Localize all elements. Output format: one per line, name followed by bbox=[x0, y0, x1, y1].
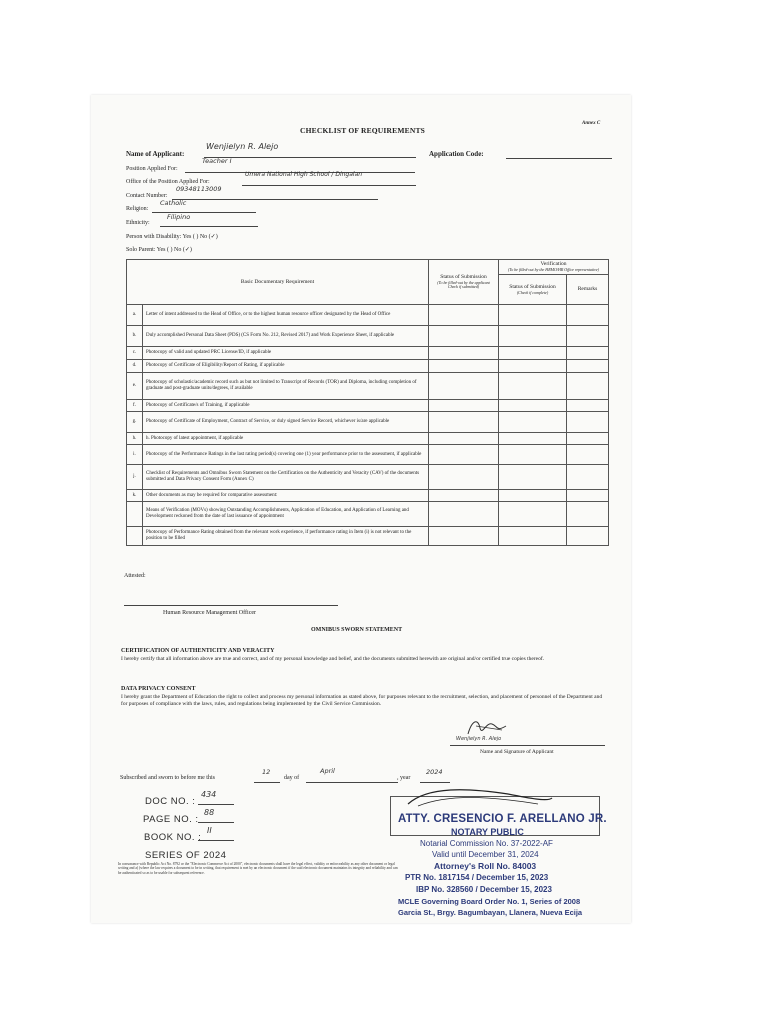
office-label: Office of the Position Applied For: bbox=[126, 179, 210, 185]
office-value: Umera National High School / Dingalan bbox=[245, 171, 363, 178]
verif-cell[interactable] bbox=[499, 433, 567, 445]
status-cell[interactable] bbox=[429, 400, 499, 412]
sworn-year-line bbox=[420, 782, 450, 783]
notary-roll: Attorney's Roll No. 84003 bbox=[434, 861, 537, 871]
notary-ibp: IBP No. 328560 / December 15, 2023 bbox=[416, 885, 552, 894]
col-header-verification-note: (To be filled-out by the HRMO/HR Office representative) bbox=[508, 267, 599, 272]
status-cell[interactable] bbox=[429, 373, 499, 400]
col-header-status bbox=[429, 260, 499, 305]
col-header-remarks: Remarks bbox=[567, 275, 609, 305]
notary-mcle: MCLE Governing Board Order No. 1, Series of 2008 bbox=[398, 897, 581, 906]
status-cell[interactable] bbox=[429, 412, 499, 433]
sworn-year-label: , year bbox=[397, 775, 411, 781]
remarks-cell[interactable] bbox=[567, 527, 609, 546]
status-cell[interactable] bbox=[429, 433, 499, 445]
book-no-line bbox=[198, 840, 234, 841]
annex-label: Annex C bbox=[582, 121, 601, 126]
table-row bbox=[127, 347, 609, 360]
religion-value: Catholic bbox=[160, 199, 187, 207]
remarks-cell[interactable] bbox=[567, 400, 609, 412]
hrmo-signature-line bbox=[124, 605, 338, 606]
verif-cell[interactable] bbox=[499, 400, 567, 412]
col-header-requirement: Basic Documentary Requirement bbox=[127, 260, 429, 305]
table-row bbox=[127, 490, 609, 502]
row-text: Checklist of Requirements and Omnibus Sworn Statement on the Certification on the Authenticity and Veracity (CAV) of the documents submitted and Data Privacy Consent Form (Annex C) bbox=[143, 465, 429, 490]
table-row bbox=[127, 360, 609, 373]
signature-printed-name: Wenjielyn R. Alejo bbox=[456, 736, 502, 742]
table-row bbox=[127, 305, 609, 326]
cav-heading: CERTIFICATION OF AUTHENTICITY AND VERACITY bbox=[121, 648, 275, 654]
row-letter: c. bbox=[127, 347, 143, 360]
page-no-line bbox=[198, 822, 234, 823]
footnote: In consonance with Republic Act No. 8792 or the "Electronic Commerce Act of 2000", electronic documents shall have the legal effect, validity or enforceability as any other document or legal writing and a) (where the law requires a document to be in writing, that requirement is met by an electronic document if the said electronic document maintains its integrity and reliability and can be authenticated so as to be usable for subsequent reference. bbox=[118, 862, 398, 875]
doc-no-value: 434 bbox=[201, 790, 217, 799]
row-letter: d. bbox=[127, 360, 143, 373]
status-cell[interactable] bbox=[429, 305, 499, 326]
row-letter: f. bbox=[127, 400, 143, 412]
notary-commission: Notarial Commission No. 37-2022-AF bbox=[420, 839, 553, 848]
cav-text: I hereby certify that all information above are true and correct, and of my personal knowledge and belief, and the documents submitted herewith are original and/or certified true copies thereof. bbox=[121, 656, 545, 662]
row-text: Other documents as may be required for comparative assessment: bbox=[143, 490, 429, 502]
sworn-day-label: day of bbox=[284, 775, 300, 781]
row-text: Photocopy of scholastic/academic record such as but not limited to Transcript of Records (TOR) and Diploma, including completion of graduate and post-graduate units/degrees, if available bbox=[143, 373, 429, 400]
verif-cell[interactable] bbox=[499, 527, 567, 546]
attested-label: Attested: bbox=[124, 573, 146, 579]
document-title: CHECKLIST OF REQUIREMENTS bbox=[300, 126, 426, 135]
applicant-name-value: Wenjielyn R. Alejo bbox=[206, 142, 279, 151]
row-text: Photocopy of valid and updated PRC License/ID, if applicable bbox=[143, 347, 429, 360]
verif-cell[interactable] bbox=[499, 412, 567, 433]
verif-cell[interactable] bbox=[499, 326, 567, 347]
row-letter: b. bbox=[127, 326, 143, 347]
solo-parent-label: Solo Parent: Yes ( ) No (✓) bbox=[126, 247, 192, 253]
remarks-cell[interactable] bbox=[567, 305, 609, 326]
remarks-cell[interactable] bbox=[567, 326, 609, 347]
sworn-day-line bbox=[254, 782, 280, 783]
col-header-status-title: Status of Submission bbox=[440, 274, 487, 281]
applicant-name-label: Name of Applicant: bbox=[126, 150, 185, 158]
row-text: Means of Verification (MOVs) showing Outstanding Accomplishments, Application of Education, and Application of Learning and Development reckoned from the date of last issuance of appointment bbox=[143, 502, 429, 527]
position-label: Position Applied For: bbox=[126, 166, 178, 172]
row-text: h. Photocopy of latest appointment, if applicable bbox=[143, 433, 429, 445]
signature-line bbox=[450, 745, 605, 746]
book-no-value: II bbox=[207, 826, 212, 835]
row-letter bbox=[127, 527, 143, 546]
remarks-cell[interactable] bbox=[567, 433, 609, 445]
verif-cell[interactable] bbox=[499, 490, 567, 502]
application-code-line bbox=[506, 158, 612, 159]
row-letter: h. bbox=[127, 433, 143, 445]
sworn-month-line bbox=[306, 782, 398, 783]
verif-cell[interactable] bbox=[499, 360, 567, 373]
table-row bbox=[127, 373, 609, 400]
table-row bbox=[127, 445, 609, 465]
row-text: Photocopy of Certificate of Employment, Contract of Service, or duly signed Service Record, whichever is/are applicable bbox=[143, 412, 429, 433]
row-letter: e. bbox=[127, 373, 143, 400]
omnibus-title: OMNIBUS SWORN STATEMENT bbox=[311, 627, 403, 633]
table-row bbox=[127, 527, 609, 546]
position-value: Teacher I bbox=[202, 157, 232, 165]
col-header-status-note: (To be filled-out by the applicant Check if submitted) bbox=[437, 279, 490, 290]
series-label: SERIES OF 2024 bbox=[145, 850, 227, 861]
row-letter: j. bbox=[127, 465, 143, 490]
page-no-value: 88 bbox=[204, 808, 215, 817]
remarks-cell[interactable] bbox=[567, 465, 609, 490]
remarks-cell[interactable] bbox=[567, 373, 609, 400]
pwd-label: Person with Disability: Yes ( ) No (✓) bbox=[126, 234, 218, 240]
table-row bbox=[127, 502, 609, 527]
notary-address: Garcia St., Brgy. Bagumbayan, Llanera, Nueva Ecija bbox=[398, 908, 583, 917]
sworn-prefix: Subscribed and sworn to before me this bbox=[120, 775, 215, 781]
remarks-cell[interactable] bbox=[567, 490, 609, 502]
verif-cell[interactable] bbox=[499, 465, 567, 490]
row-letter: i. bbox=[127, 445, 143, 465]
col-header-verif-status bbox=[499, 275, 567, 305]
table-row bbox=[127, 400, 609, 412]
col-header-verification-title: Verification bbox=[540, 261, 567, 268]
remarks-cell[interactable] bbox=[567, 347, 609, 360]
applicant-name-line bbox=[204, 157, 416, 158]
remarks-cell[interactable] bbox=[567, 360, 609, 373]
row-text: Letter of intent addressed to the Head of Office, or to the highest human resource officer designated by the Head of Office bbox=[143, 305, 429, 326]
row-text: Duly accomplished Personal Data Sheet (PDS) (CS Form No. 212, Revised 2017) and Work Experience Sheet, if applicable bbox=[143, 326, 429, 347]
religion-label: Religion: bbox=[126, 206, 149, 212]
status-cell[interactable] bbox=[429, 502, 499, 527]
ethnicity-label: Ethnicity: bbox=[126, 220, 150, 226]
row-text: Photocopy of Performance Rating obtained from the relevant work experience, if performance rating in Item (i) is not relevant to the position to be filled bbox=[143, 527, 429, 546]
remarks-cell[interactable] bbox=[567, 445, 609, 465]
verif-cell[interactable] bbox=[499, 445, 567, 465]
sworn-year-value: 2024 bbox=[426, 768, 443, 776]
status-cell[interactable] bbox=[429, 360, 499, 373]
notary-ptr: PTR No. 1817154 / December 15, 2023 bbox=[405, 873, 549, 882]
notary-name: ATTY. CRESENCIO F. ARELLANO JR. bbox=[398, 813, 607, 825]
col-header-verif-status-title: Status of Submission bbox=[509, 283, 556, 290]
row-text: Photocopy of Certificate of Eligibility/Report of Rating, if applicable bbox=[143, 360, 429, 373]
status-cell[interactable] bbox=[429, 445, 499, 465]
row-letter: g. bbox=[127, 412, 143, 433]
table-row bbox=[127, 433, 609, 445]
office-line bbox=[242, 185, 416, 186]
sworn-day-value: 12 bbox=[262, 768, 271, 776]
requirements-table bbox=[126, 259, 609, 546]
doc-no-label: DOC NO. : bbox=[145, 796, 196, 807]
privacy-heading: DATA PRIVACY CONSENT bbox=[121, 686, 196, 692]
table-row bbox=[127, 326, 609, 347]
notary-signature bbox=[398, 784, 558, 814]
verif-cell[interactable] bbox=[499, 305, 567, 326]
col-header-verif-status-note: (Check if complete) bbox=[516, 289, 549, 295]
table-row bbox=[127, 465, 609, 490]
notary-validity: Valid until December 31, 2024 bbox=[432, 850, 539, 859]
status-cell[interactable] bbox=[429, 465, 499, 490]
verif-cell[interactable] bbox=[499, 347, 567, 360]
application-code-label: Application Code: bbox=[429, 150, 484, 158]
status-cell[interactable] bbox=[429, 326, 499, 347]
privacy-text: I hereby grant the Department of Education the right to collect and process my personal information as stated above, for purposes relevant to the recruitment, selection, and placement of personnel of the Department and for purposes of compliance with the laws, rules, and regulations being implemented by the Civil Service Commission. bbox=[121, 694, 603, 708]
verif-cell[interactable] bbox=[499, 502, 567, 527]
ethnicity-value: Filipino bbox=[167, 213, 191, 221]
table-row bbox=[127, 412, 609, 433]
remarks-cell[interactable] bbox=[567, 502, 609, 527]
contact-label: Contact Number: bbox=[126, 193, 168, 199]
notary-title: NOTARY PUBLIC bbox=[451, 827, 524, 837]
remarks-cell[interactable] bbox=[567, 412, 609, 433]
row-text: Photocopy of the Performance Ratings in the last rating period(s) covering one (1) year performance prior to the assessment, if applicable bbox=[143, 445, 429, 465]
status-cell[interactable] bbox=[429, 347, 499, 360]
ethnicity-line bbox=[160, 226, 258, 227]
row-text: Photocopy of Certificate/s of Training, if applicable bbox=[143, 400, 429, 412]
signature-label: Name and Signature of Applicant bbox=[480, 749, 554, 755]
row-letter: a. bbox=[127, 305, 143, 326]
row-letter bbox=[127, 502, 143, 527]
hrmo-label: Human Resource Management Officer bbox=[163, 610, 257, 616]
contact-value: 09348113009 bbox=[176, 185, 222, 193]
contact-line bbox=[172, 199, 378, 200]
verif-cell[interactable] bbox=[499, 373, 567, 400]
doc-no-line bbox=[198, 804, 234, 805]
book-no-label: BOOK NO. : bbox=[144, 832, 202, 843]
col-header-verification bbox=[499, 260, 609, 275]
row-letter: k. bbox=[127, 490, 143, 502]
status-cell[interactable] bbox=[429, 527, 499, 546]
page-no-label: PAGE NO. : bbox=[143, 814, 199, 825]
sworn-month-value: April bbox=[320, 767, 335, 775]
status-cell[interactable] bbox=[429, 490, 499, 502]
